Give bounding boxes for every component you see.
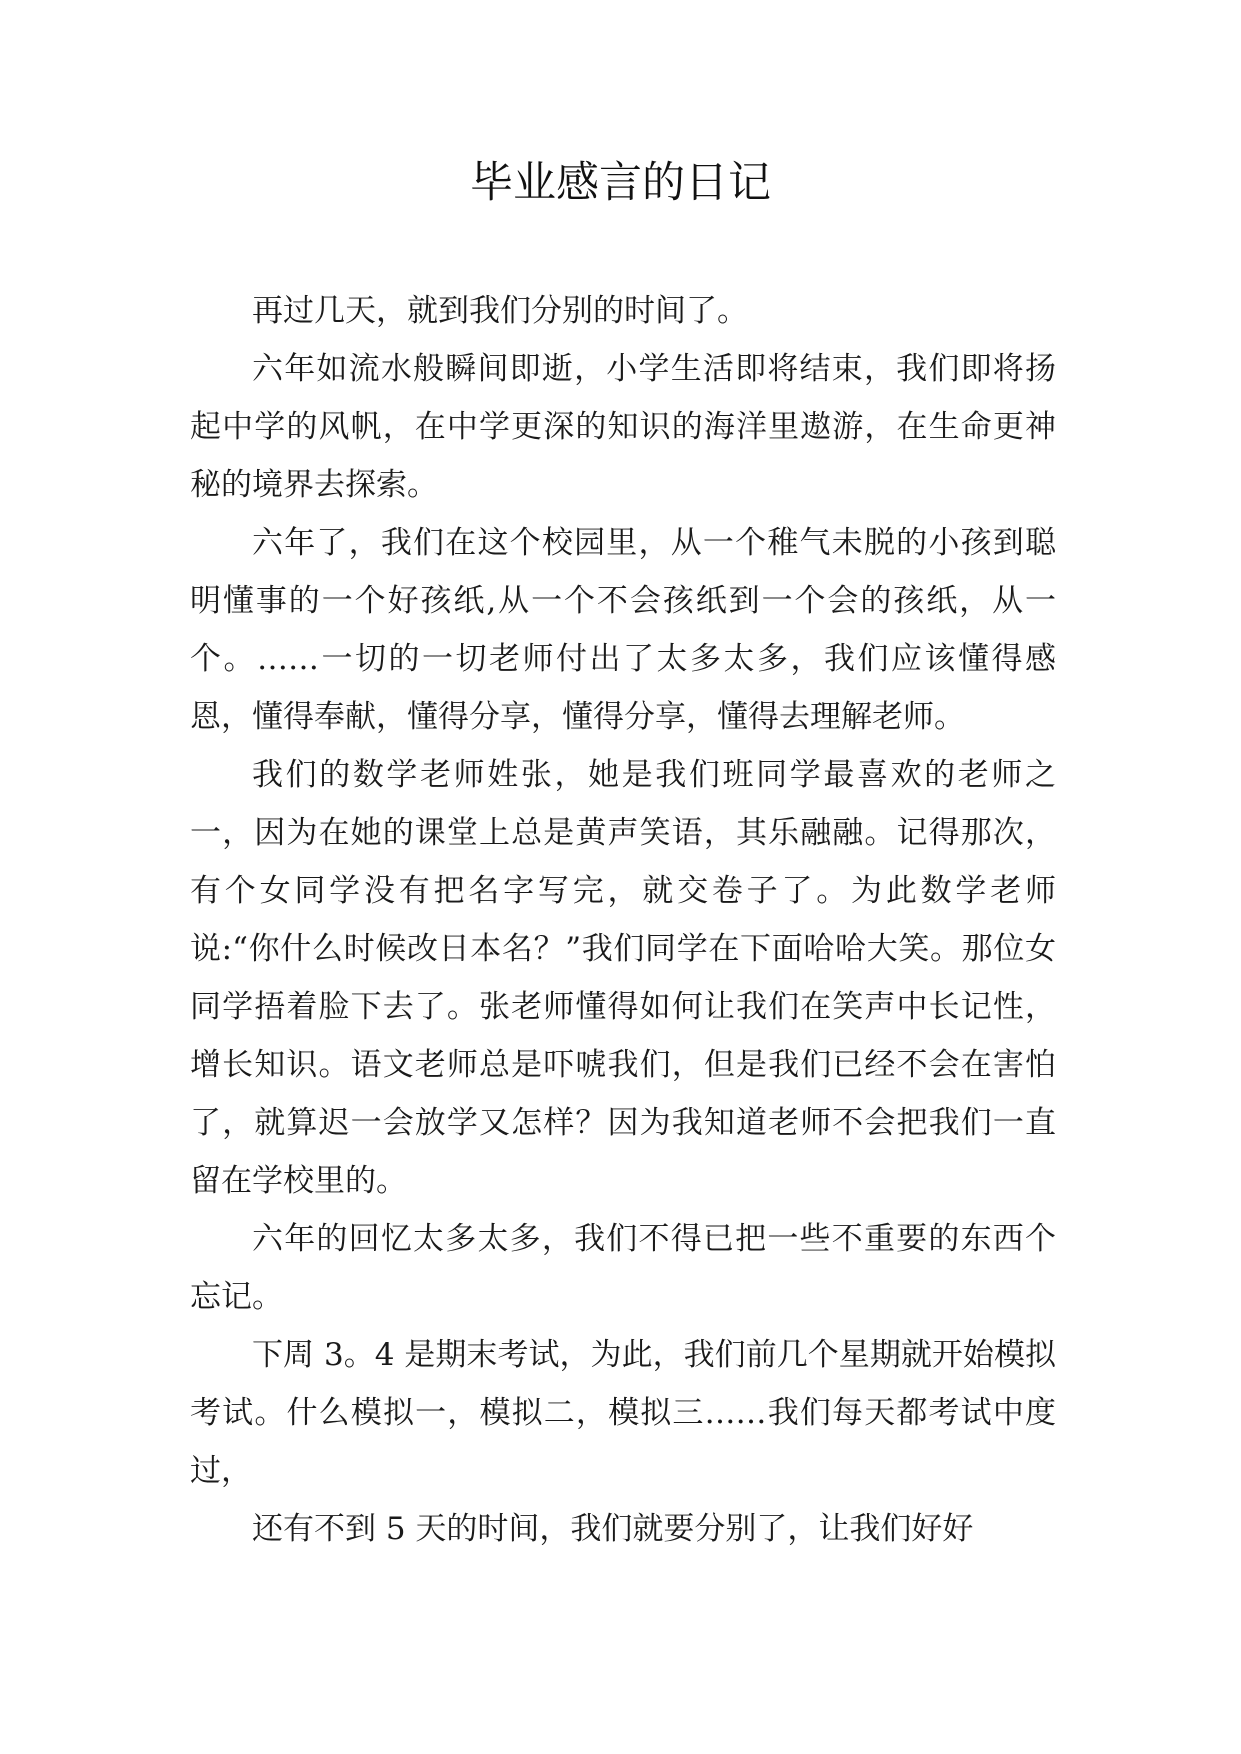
document-body (190, 282, 1056, 1558)
paragraph: 还有不到 5 天的时间，我们就要分别了，让我们好好 (252, 1511, 974, 1547)
paragraph: 六年了，我们在这个校园里，从一个稚气未脱的小孩到聪明懂事的一个好孩纸,从一个不会孩纸到一个会的孩纸，从一个。……一切的一切老师付出了太多太多，我们应该懂得感恩，懂得奉献，懂得分享，懂得分享，懂得去理解老师。 (190, 525, 1056, 735)
paragraph: 六年的回忆太多太多，我们不得已把一些不重要的东西个忘记。 (190, 1221, 1056, 1315)
document-title: 毕业感言的日记 (470, 158, 771, 208)
paragraph: 再过几天，就到我们分别的时间了。 (252, 293, 748, 329)
paragraph: 我们的数学老师姓张，她是我们班同学最喜欢的老师之一，因为在她的课堂上总是黄声笑语，其乐融融。记得那次，有个女同学没有把名字写完，就交卷子了。为此数学老师 说:“你什么时候改日本名？”我们同学在下面哈哈大笑。那位女同学捂着脸下去了。张老师懂得如何让我们在笑声中长记性，增长知识。语文老师总是吓唬我们，但是我们已经不会在害怕了，就算迟一会放学又怎样？因为我知道老师不会把我们一直留在学校里的。 (190, 757, 1056, 1199)
paragraph: 六年如流水般瞬间即逝，小学生活即将结束，我们即将扬起中学的风帆，在中学更深的知识的海洋里遨游，在生命更神秘的境界去探索。 (190, 351, 1056, 503)
paragraph: 下周 3。4 是期末考试，为此，我们前几个星期就开始模拟考试。什么模拟一，模拟二，模拟三……我们每天都考试中度过， (190, 1337, 1056, 1489)
